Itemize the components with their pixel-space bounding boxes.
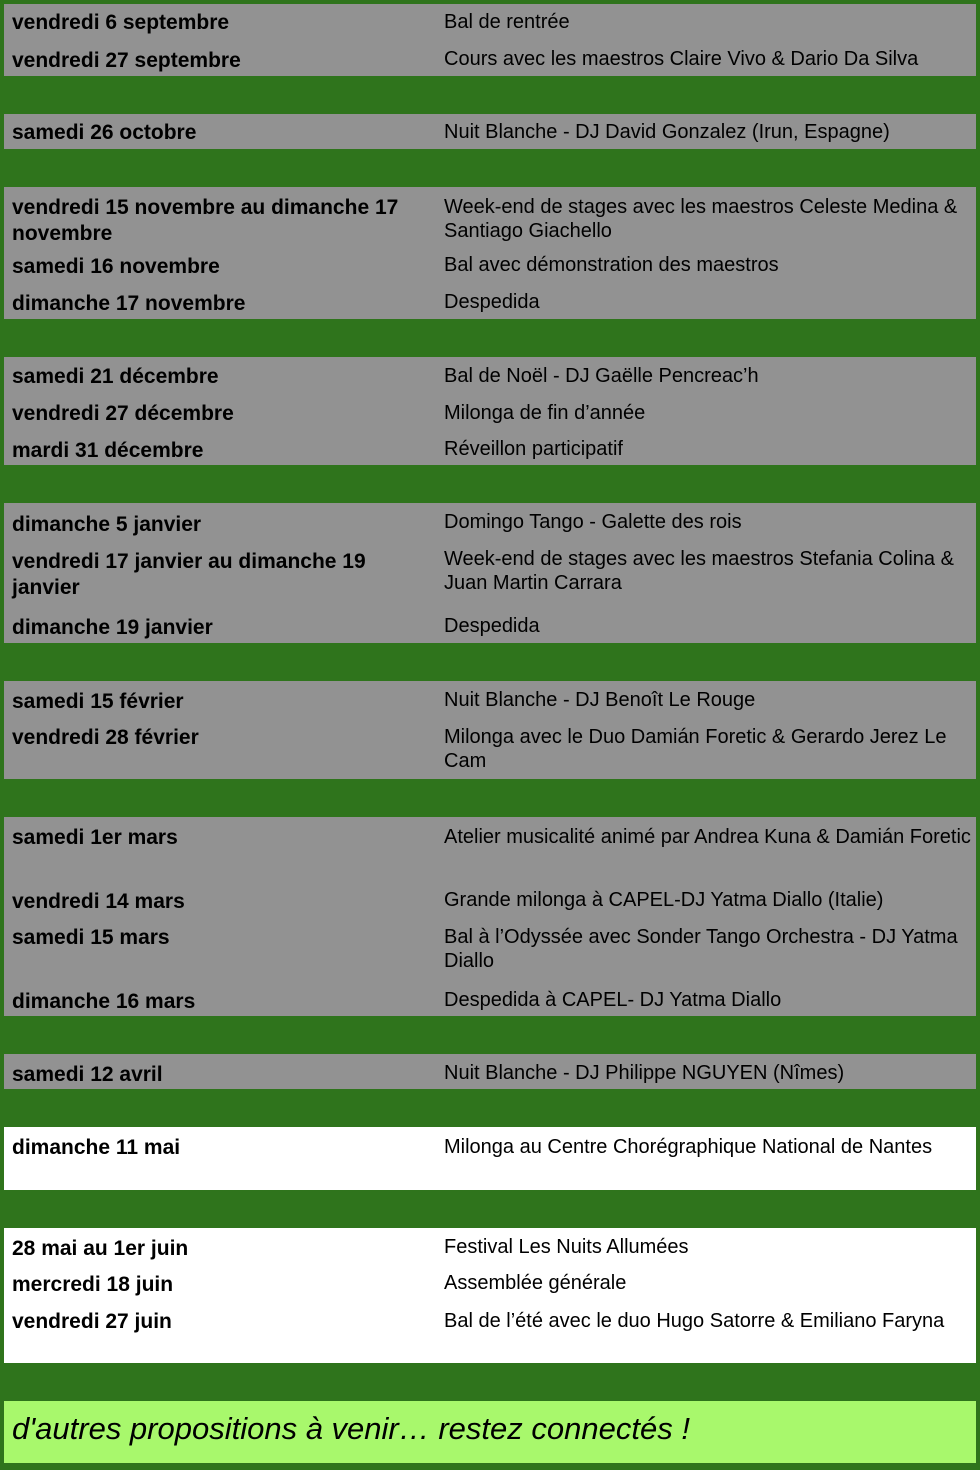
event-date: vendredi 27 septembre <box>12 49 241 72</box>
event-date: mardi 31 décembre <box>12 439 204 462</box>
event-date: samedi 16 novembre <box>12 255 220 278</box>
event-date: dimanche 19 janvier <box>12 616 213 639</box>
event-title: Bal à l’Odyssée avec Sonder Tango Orchestra - DJ Yatma Diallo <box>444 926 958 972</box>
event-title: Nuit Blanche - DJ David Gonzalez (Irun, Espagne) <box>444 121 890 143</box>
event-date: vendredi 27 juin <box>12 1310 172 1333</box>
month-block-march <box>4 817 976 1016</box>
event-date: vendredi 14 mars <box>12 890 185 913</box>
event-title: Bal de rentrée <box>444 11 570 33</box>
event-date: dimanche 16 mars <box>12 990 196 1013</box>
footer-text: d'autres propositions à venir… restez connectés ! <box>12 1411 690 1446</box>
event-title: Atelier musicalité animé par Andrea Kuna & Damián Foretic <box>444 826 971 848</box>
month-block-june <box>4 1228 976 1363</box>
month-block-february <box>4 681 976 779</box>
event-title: Milonga de fin d’année <box>444 402 646 424</box>
event-title: Grande milonga à CAPEL-DJ Yatma Diallo (Italie) <box>444 889 884 911</box>
event-title: Milonga au Centre Chorégraphique National de Nantes <box>444 1136 933 1158</box>
month-block-may <box>4 1127 976 1190</box>
event-title: Despedida <box>444 291 540 313</box>
event-title: Bal avec démonstration des maestros <box>444 254 779 276</box>
event-title: Despedida <box>444 615 540 637</box>
month-block-december <box>4 357 976 465</box>
event-title: Nuit Blanche - DJ Philippe NGUYEN (Nîmes) <box>444 1062 845 1084</box>
event-date: dimanche 11 mai <box>12 1136 181 1159</box>
month-block-january <box>4 503 976 643</box>
event-title: Bal de l’été avec le duo Hugo Satorre & Emiliano Faryna <box>444 1310 945 1332</box>
event-date: 28 mai au 1er juin <box>12 1237 189 1260</box>
event-date: vendredi 17 janvier au dimanche 19 janvier <box>12 550 366 599</box>
event-title: Domingo Tango - Galette des rois <box>444 511 742 533</box>
event-title: Despedida à CAPEL- DJ Yatma Diallo <box>444 989 782 1011</box>
month-block-november <box>4 187 976 319</box>
event-date: vendredi 28 février <box>12 726 199 749</box>
event-title: Milonga avec le Duo Damián Foretic & Gerardo Jerez Le Cam <box>444 726 947 772</box>
event-title: Assemblée générale <box>444 1272 627 1294</box>
event-date: samedi 26 octobre <box>12 121 197 144</box>
event-date: samedi 15 mars <box>12 926 170 949</box>
month-block-september <box>4 4 976 76</box>
event-date: vendredi 27 décembre <box>12 402 234 425</box>
event-date: dimanche 17 novembre <box>12 292 246 315</box>
event-title: Festival Les Nuits Allumées <box>444 1236 689 1258</box>
footer-banner <box>4 1401 976 1463</box>
event-title: Nuit Blanche - DJ Benoît Le Rouge <box>444 689 756 711</box>
month-block-october <box>4 114 976 149</box>
event-date: samedi 1er mars <box>12 826 178 849</box>
event-title: Cours avec les maestros Claire Vivo & Dario Da Silva <box>444 48 919 70</box>
event-title: Week-end de stages avec les maestros Stefania Colina & Juan Martin Carrara <box>444 548 954 594</box>
event-date: samedi 21 décembre <box>12 365 219 388</box>
event-title: Week-end de stages avec les maestros Celeste Medina & Santiago Giachello <box>444 196 958 242</box>
event-date: samedi 12 avril <box>12 1063 163 1086</box>
event-date: dimanche 5 janvier <box>12 513 202 536</box>
event-date: vendredi 15 novembre au dimanche 17 novembre <box>12 196 399 245</box>
event-date: samedi 15 février <box>12 690 184 713</box>
event-date: mercredi 18 juin <box>12 1273 174 1296</box>
month-block-april <box>4 1054 976 1089</box>
event-title: Bal de Noël - DJ Gaëlle Pencreac’h <box>444 365 759 387</box>
event-title: Réveillon participatif <box>444 438 623 460</box>
event-date: vendredi 6 septembre <box>12 11 230 34</box>
